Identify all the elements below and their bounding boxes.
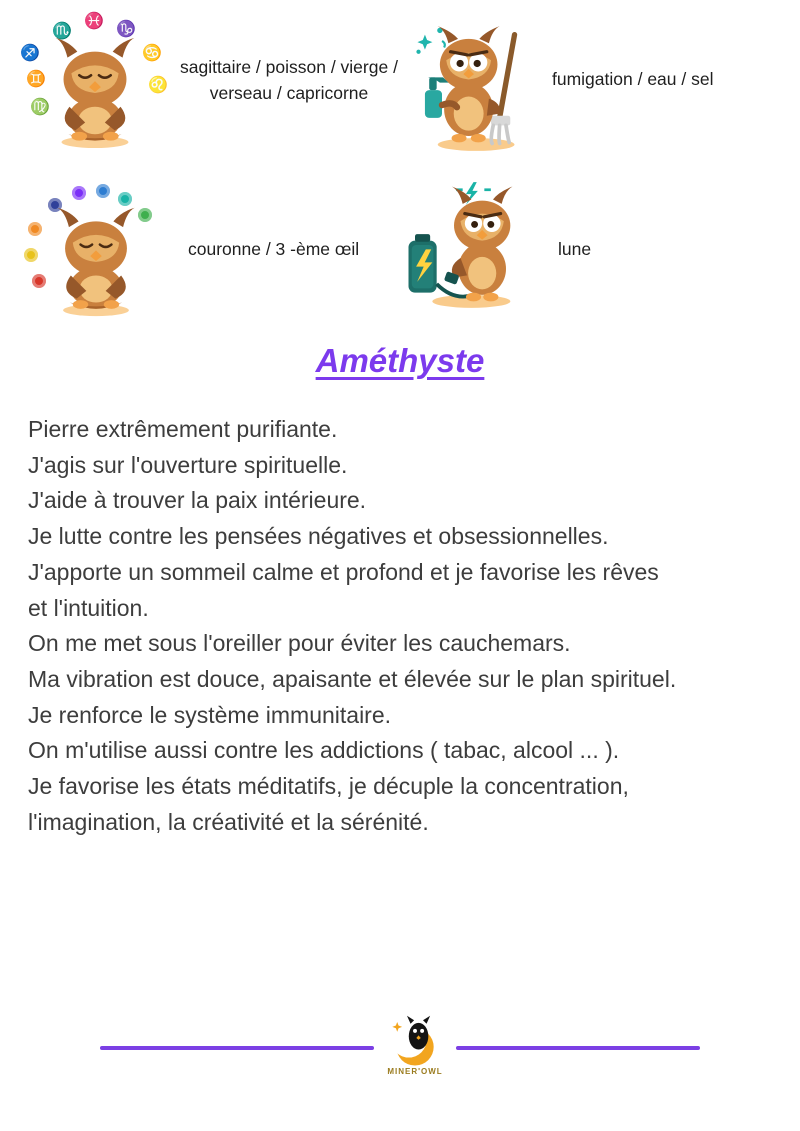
brand-name: MINER'OWL	[387, 1067, 443, 1076]
body-line: Pierre extrêmement purifiante.	[28, 416, 338, 442]
zodiac-card-illustration	[18, 12, 170, 164]
owl-meditating-chakras-icon	[38, 202, 154, 318]
zodiac-capricorn-icon: ♑	[116, 21, 136, 38]
zodiac-sagittarius-icon: ♐	[20, 45, 40, 62]
body-line: Je lutte contre les pensées négatives et obsessionnelles.	[28, 523, 609, 550]
chakras-card-illustration	[18, 178, 170, 324]
body-line: Je favorise les états méditatifs, je décuple la concentration,	[28, 773, 629, 800]
body-line: J'apporte un sommeil calme et profond et je favorise les rêves	[28, 558, 659, 585]
zodiac-virgo-icon: ♍	[30, 99, 50, 116]
recharge-card-label: lune	[558, 239, 592, 259]
body-line: J'agis sur l'ouverture spirituelle.	[28, 451, 348, 478]
owl-crescent-moon-logo-icon	[386, 1006, 444, 1070]
zodiac-card-label: sagittaire / poisson / vierge / verseau / capricorne	[180, 57, 398, 103]
body-line: On m'utilise aussi contre les addictions ( tabac, alcool ... ).	[28, 737, 620, 764]
body-line: On me met sous l'oreiller pour éviter les cauchemars.	[28, 630, 571, 657]
page-title: Améthyste	[315, 342, 485, 379]
chakras-card-label: couronne / 3 -ème œil	[188, 239, 360, 259]
body-line: Ma vibration est douce, apaisante et élevée sur le plan spirituel.	[28, 665, 677, 692]
body-line: et l'intuition.	[28, 594, 149, 621]
zodiac-cancer-icon: ♋	[142, 45, 162, 62]
chakra-yellow-icon	[24, 248, 38, 262]
body-line: Je renforce le système immunitaire.	[28, 701, 392, 728]
owl-cleaning-icon	[410, 24, 538, 152]
footer-divider-right	[456, 1046, 700, 1050]
owl-charging-battery-icon	[402, 180, 532, 310]
purification-card-illustration	[408, 18, 540, 158]
stone-description	[28, 412, 800, 840]
recharge-card-illustration	[400, 176, 538, 318]
chakra-blue-icon	[96, 184, 110, 198]
zodiac-leo-icon: ♌	[148, 77, 168, 94]
body-line: l'imagination, la créativité et la sérénité.	[28, 808, 429, 835]
zodiac-gemini-icon: ♊	[26, 71, 46, 88]
footer-divider-left	[100, 1046, 374, 1050]
chakra-violet-icon	[72, 186, 86, 200]
owl-meditating-zodiac-icon	[36, 32, 154, 150]
brand-logo	[372, 1006, 458, 1096]
body-line: J'aide à trouver la paix intérieure.	[28, 487, 367, 514]
zodiac-pisces-icon: ♓	[84, 13, 104, 30]
purification-card-label: fumigation / eau / sel	[552, 69, 714, 89]
zodiac-scorpio-icon: ♏	[52, 23, 72, 40]
